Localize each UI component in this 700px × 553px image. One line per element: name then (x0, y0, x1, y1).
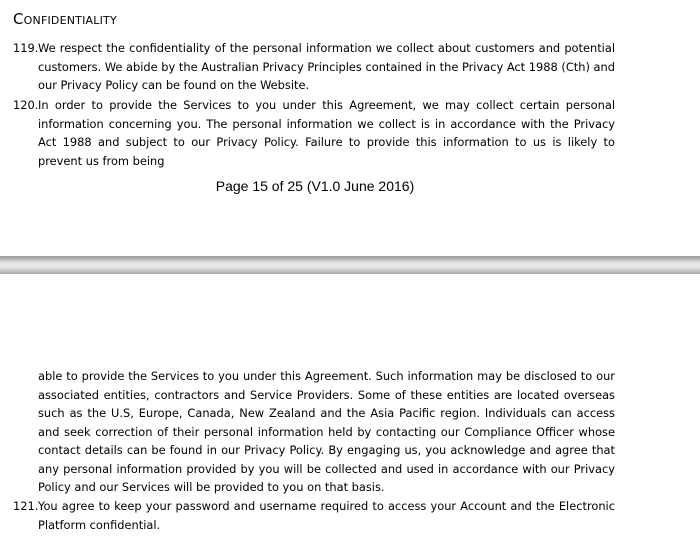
clause-text: You agree to keep your password and username required to access your Account and the Electronic Platform confidential. (38, 499, 615, 532)
clause-text: able to provide the Services to you under this Agreement. Such information may be disclosed to our associated entities, contractors and Service Providers. Some of these entities are located overseas such as the U.S, Europe, Canada, New Zealand and the Asia Pacific region. Individuals can access and seek correction of their personal information held by contacting our Compliance Officer whose contact details can be found in our Privacy Policy. By engaging us, you acknowledge and agree that any personal information provided by you will be collected and used in accordance with our Privacy Policy and our Services will be provided to you on that basis. (38, 369, 615, 494)
clause-121 (13, 497, 615, 534)
document-page-top (0, 0, 700, 256)
clause-120 (13, 96, 615, 170)
page-footer: Page 15 of 25 (V1.0 June 2016) (215, 178, 415, 194)
clause-120-continuation (38, 367, 615, 497)
clause-text: We respect the confidentiality of the personal information we collect about customers and potential customers. We abide by the Australian Privacy Principles contained in the Privacy Act 1988 (Cth) and our Privacy Policy can be found on the Website. (38, 41, 615, 92)
clause-text: In order to provide the Services to you under this Agreement, we may collect certain personal information concerning you. The personal information we collect is in accordance with the Privacy Act 1988 and subject to our Privacy Policy. Failure to provide this information to us is likely to prevent us from being (38, 98, 615, 168)
section-heading: Confidentiality (13, 10, 117, 28)
clause-number: 120. (13, 98, 39, 112)
clause-number: 121. (13, 499, 39, 513)
clause-119 (13, 39, 615, 95)
clause-number: 119. (13, 41, 39, 55)
page-separator (0, 256, 700, 274)
